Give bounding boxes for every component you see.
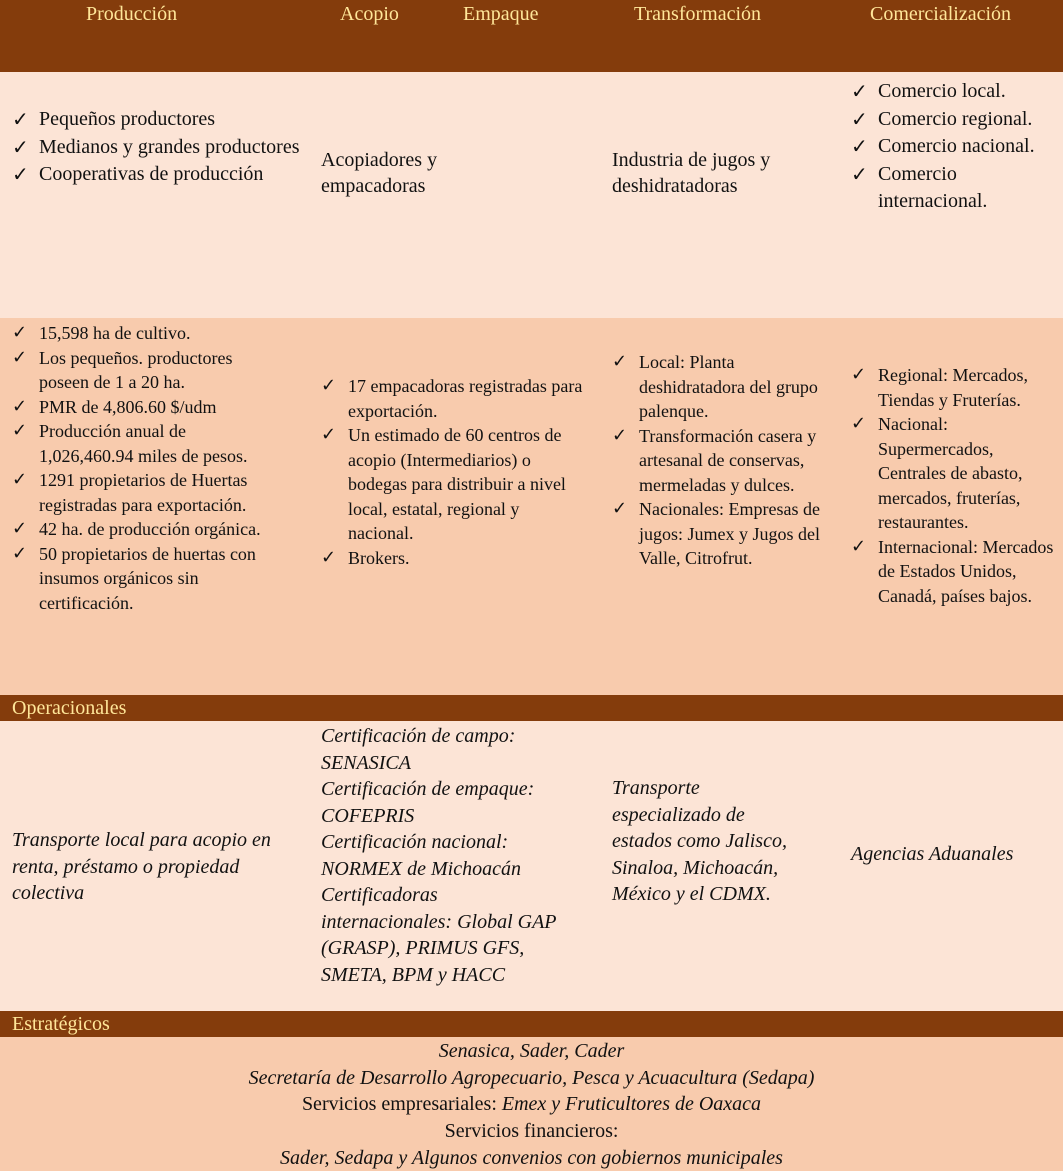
table-header xyxy=(0,0,1063,72)
estrategicos-line3-prefix: Servicios empresariales: xyxy=(301,1093,502,1116)
row-actores xyxy=(0,72,1063,318)
list-item xyxy=(12,134,302,162)
list-item xyxy=(851,133,1056,161)
list-item-text: 15,598 ha de cultivo. xyxy=(39,323,191,343)
row-estrategicos xyxy=(0,1037,1063,1171)
check-icon: ✓ xyxy=(12,322,28,343)
row2-comercializacion xyxy=(851,363,1059,608)
list-item xyxy=(851,78,1056,106)
check-icon: ✓ xyxy=(851,134,868,158)
estrategicos-line1: Senasica, Sader, Cader xyxy=(438,1040,625,1062)
check-icon: ✓ xyxy=(12,469,28,490)
list-item xyxy=(851,535,1059,609)
list-item xyxy=(851,363,1059,412)
check-icon: ✓ xyxy=(12,395,28,417)
list-item-text: 1291 propietarios de Huertas registradas para exportación. xyxy=(39,470,248,515)
list-item-text: Comercio internacional. xyxy=(878,162,988,212)
list-item xyxy=(12,321,284,346)
list-item-text: Nacional: Supermercados, Centrales de abasto, mercados, fruterías, restaurantes. xyxy=(878,414,1023,532)
list-item xyxy=(321,546,583,571)
list-item xyxy=(851,412,1059,535)
check-icon: ✓ xyxy=(851,106,868,131)
header-comercializacion: Comercialización xyxy=(870,3,1012,25)
list-item-text: Brokers. xyxy=(348,547,410,568)
list-item xyxy=(612,497,837,571)
list-item xyxy=(321,374,583,423)
list-item xyxy=(12,161,302,189)
estrategicos-label: Estratégicos xyxy=(12,1013,110,1035)
check-icon: ✓ xyxy=(612,498,628,519)
header-acopio: Acopio xyxy=(340,3,399,25)
list-item-text: Regional: Mercados, Tiendas y Fruterías. xyxy=(878,365,1028,410)
check-icon: ✓ xyxy=(321,546,337,568)
check-icon: ✓ xyxy=(12,542,28,564)
estrategicos-line4: Servicios financieros: xyxy=(444,1120,619,1143)
row2-produccion xyxy=(12,321,284,615)
estrategicos-line5: Sader, Sedapa y Algunos convenios con gobiernos municipales xyxy=(280,1146,783,1169)
estrategicos-line2: Secretaría de Desarrollo Agropecuario, Pesca y Acuacultura (Sedapa) xyxy=(248,1066,815,1089)
check-icon: ✓ xyxy=(12,420,28,441)
section-operacionales xyxy=(0,695,1063,721)
check-icon: ✓ xyxy=(12,346,28,368)
list-item xyxy=(12,468,284,517)
row1-comercializacion xyxy=(851,78,1056,216)
row2-acopio xyxy=(321,374,583,570)
check-icon: ✓ xyxy=(12,134,29,159)
list-item xyxy=(12,542,284,616)
check-icon: ✓ xyxy=(851,364,867,385)
certification-item: Certificación nacional: NORMEX de Michoacán xyxy=(321,831,521,880)
row-operacionales xyxy=(0,721,1063,1011)
check-icon: ✓ xyxy=(851,413,867,434)
list-item-text: 50 propietarios de huertas con insumos orgánicos sin certificación. xyxy=(39,543,256,613)
row1-acopio: Acopiadores y empacadoras xyxy=(321,149,438,197)
list-item xyxy=(12,346,284,395)
list-item xyxy=(12,395,284,420)
list-item-text: Comercio nacional. xyxy=(878,135,1035,157)
list-item xyxy=(12,106,302,134)
row1-transformacion: Industria de jugos y deshidratadoras xyxy=(612,149,771,197)
list-item-text: Transformación casera y artesanal de conservas, mermeladas y dulces. xyxy=(639,425,817,495)
check-icon: ✓ xyxy=(851,161,868,186)
list-item xyxy=(851,106,1056,134)
list-item-text: Producción anual de 1,026,460.94 miles de pesos. xyxy=(39,421,248,466)
list-item-text: Internacional: Mercados de Estados Unidos, Canadá, países bajos. xyxy=(878,536,1054,606)
certification-item: Certificación de empaque: COFEPRIS xyxy=(321,778,535,827)
check-icon: ✓ xyxy=(12,518,28,539)
check-icon: ✓ xyxy=(12,107,29,131)
check-icon: ✓ xyxy=(321,375,337,396)
check-icon: ✓ xyxy=(612,424,628,446)
oper-acopio xyxy=(321,723,561,988)
header-transformacion: Transformación xyxy=(634,3,762,25)
list-item xyxy=(12,517,284,542)
list-item-text: Los pequeños. productores poseen de 1 a 20 ha. xyxy=(39,347,233,392)
header-empaque: Empaque xyxy=(463,3,539,25)
certification-item: Certificación de campo: SENASICA xyxy=(321,725,516,774)
list-item xyxy=(321,423,583,546)
certification-item: Certificadoras internacionales: Global GAP (GRASP), PRIMUS GFS, SMETA, BPM y HACC xyxy=(321,884,557,986)
list-item-text: Local: Planta deshidratadora del grupo palenque. xyxy=(639,352,818,421)
list-item-text: Un estimado de 60 centros de acopio (Intermediarios) o bodegas para distribuir a nivel local, estatal, regional y nacional. xyxy=(348,425,566,543)
list-item-text: Comercio regional. xyxy=(878,107,1033,130)
list-item-text: Cooperativas de producción xyxy=(39,163,264,185)
list-item xyxy=(612,350,837,424)
oper-produccion: Transporte local para acopio en renta, préstamo o propiedad colectiva xyxy=(12,829,271,904)
list-item xyxy=(851,161,1056,216)
row-caracteristicas xyxy=(0,318,1063,695)
check-icon: ✓ xyxy=(851,79,868,103)
estrategicos-text xyxy=(0,1038,1063,1172)
list-item xyxy=(612,424,837,498)
list-item-text: Pequeños productores xyxy=(39,108,216,130)
list-item-text: PMR de 4,806.60 $/udm xyxy=(39,396,217,417)
list-item-text: 42 ha. de producción orgánica. xyxy=(39,519,261,539)
row1-produccion xyxy=(12,106,302,189)
check-icon: ✓ xyxy=(321,424,337,445)
check-icon: ✓ xyxy=(851,535,867,557)
oper-comercializacion: Agencias Aduanales xyxy=(851,843,1014,865)
check-icon: ✓ xyxy=(12,162,29,186)
row2-transformacion xyxy=(612,350,837,571)
oper-transformacion: Transporte especializado de estados como Jalisco, Sinaloa, Michoacán, México y el CDMX. xyxy=(612,777,787,905)
header-produccion: Producción xyxy=(86,3,178,25)
estrategicos-line3 xyxy=(0,1091,1063,1118)
check-icon: ✓ xyxy=(612,351,628,372)
list-item-text: Nacionales: Empresas de jugos: Jumex y Jugos del Valle, Citrofrut. xyxy=(639,499,821,568)
estrategicos-line3-italic: Emex y Fruticultores de Oaxaca xyxy=(501,1093,762,1116)
list-item xyxy=(12,419,284,468)
list-item-text: 17 empacadoras registradas para exportación. xyxy=(348,376,583,421)
list-item-text: Medianos y grandes productores xyxy=(39,135,300,158)
operacionales-label: Operacionales xyxy=(12,697,127,719)
section-estrategicos xyxy=(0,1011,1063,1037)
list-item-text: Comercio local. xyxy=(878,80,1006,102)
